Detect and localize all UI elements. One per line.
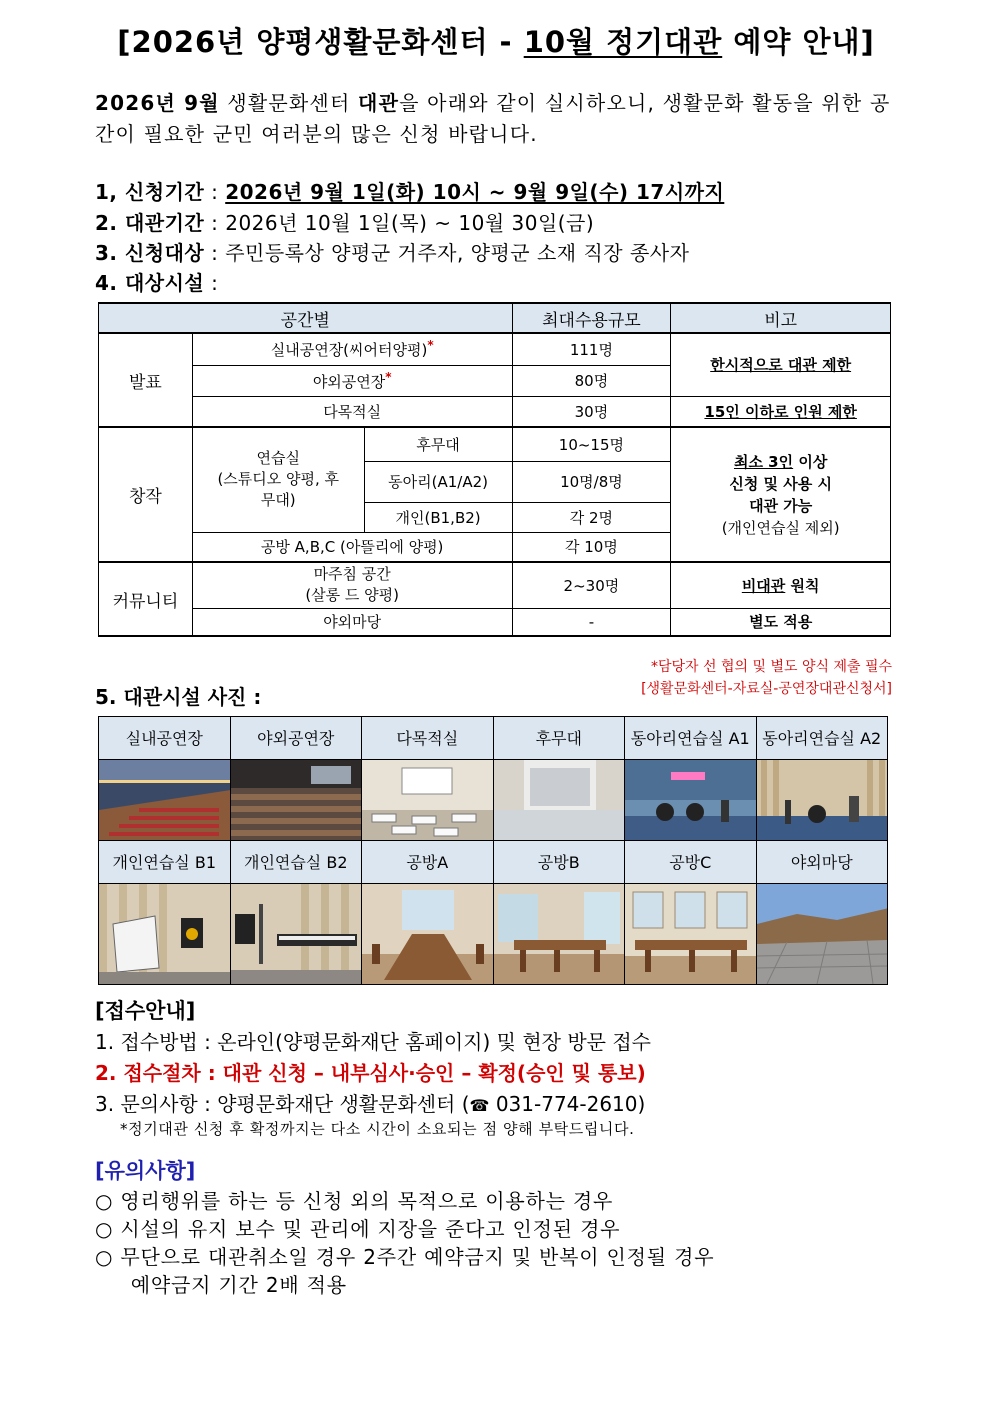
photo-caption: 공방C [625, 841, 756, 884]
note-min3 [671, 427, 891, 562]
info-sep: : [204, 241, 226, 265]
photo-grid [98, 716, 893, 985]
row-meet-name [192, 562, 512, 608]
note-text: 이상 [793, 452, 828, 471]
photo-workshop-c [624, 840, 757, 985]
info-value: 2026년 9월 1일(화) 10시 ~ 9월 9일(수) 17시까지 [225, 180, 725, 204]
note-text: 비대관 [741, 576, 786, 595]
caution-item-3-cont: 예약금지 기간 2배 적용 [95, 1273, 347, 1297]
note-text: (개인연습실 제외) [721, 518, 840, 537]
note-text: 15인 이하로 인원 제한 [704, 402, 857, 421]
info-label: 2. 대관기간 [95, 211, 205, 235]
reception-note: *정기대관 신청 후 확정까지는 다소 시간이 소요되는 점 양해 부탁드립니다. [120, 1120, 635, 1138]
row-yard-name: 야외마당 [192, 608, 512, 636]
caution-item-2: ○ 시설의 유지 보수 및 관리에 지장을 준다고 인정된 경우 [95, 1217, 621, 1241]
photo-image [362, 760, 493, 840]
row-back-cap: 10~15명 [512, 427, 671, 461]
photo-row-2 [98, 840, 893, 985]
photo-caption: 공방B [494, 841, 625, 884]
row-back-name: 후무대 [364, 427, 512, 461]
note-temporary [671, 333, 891, 396]
photo-caption: 실내공연장 [99, 717, 230, 760]
intro-text: 을 아래와 같이 실시하오니, 생활문화 활동을 위한 공간이 필요한 군민 여러분의 많은 신청 바랍니다. [95, 91, 891, 146]
row-indoor-cap: 111명 [512, 333, 671, 365]
photo-workshop-b [493, 840, 626, 985]
photo-personal-b2 [230, 840, 363, 985]
photo-image [231, 884, 362, 984]
facility-table [98, 302, 891, 637]
photos-title: 5. 대관시설 사진 : [95, 685, 262, 709]
reception-item-2: 2. 접수절차 : 대관 신청 – 내부심사·승인 – 확정(승인 및 통보) [95, 1061, 646, 1085]
caution-title: [유의사항] [95, 1159, 196, 1183]
star-mark: * [427, 338, 434, 353]
info-facility [95, 267, 218, 296]
row-outdoor-name [192, 365, 512, 396]
photo-club-a2 [756, 716, 889, 841]
photo-image [362, 884, 493, 984]
reception-item-3-text: 3. 문의사항 : 양평문화재단 생활문화센터 ( [95, 1092, 470, 1116]
row-personal-cap: 각 2명 [512, 502, 671, 532]
group-perform: 발표 [99, 333, 193, 427]
title-prefix: [2026년 양평생활문화센터 - [117, 25, 524, 59]
info-sep: : [204, 180, 226, 204]
info-value: 주민등록상 양평군 거주자, 양평군 소재 직장 종사자 [225, 241, 690, 265]
row-indoor-name [192, 333, 512, 365]
photo-image [231, 760, 362, 840]
info-period-apply [95, 176, 724, 205]
intro-bold-rental: 대관 [358, 91, 400, 115]
photo-caption: 개인연습실 B2 [231, 841, 362, 884]
row-club-name: 동아리(A1/A2) [364, 461, 512, 502]
photo-backstage [493, 716, 626, 841]
photo-multipurpose [361, 716, 494, 841]
practice-label: 연습실 [256, 449, 300, 468]
photo-caption: 동아리연습실 A2 [757, 717, 888, 760]
header-space: 공간별 [99, 303, 513, 333]
note-limit15 [671, 396, 891, 427]
note-separate: 별도 적용 [671, 608, 891, 636]
photo-image [625, 760, 756, 840]
photo-caption: 동아리연습실 A1 [625, 717, 756, 760]
photo-caption: 다목적실 [362, 717, 493, 760]
row-personal-name: 개인(B1,B2) [364, 502, 512, 532]
row-name: 야외공연장 [312, 372, 386, 391]
star-mark: * [385, 369, 392, 384]
photo-caption: 야외마당 [757, 841, 888, 884]
note-text: 신청 및 사용 시 [729, 474, 832, 493]
photo-outdoor-stage [230, 716, 363, 841]
reception-item-3 [95, 1088, 645, 1117]
red-note-line2: [생활문화센터-자료실-공연장대관신청서] [641, 681, 892, 697]
note-norent [671, 562, 891, 608]
photo-caption: 공방A [362, 841, 493, 884]
group-create: 창작 [99, 427, 193, 562]
info-sep: : [204, 271, 219, 295]
page-title [0, 20, 992, 61]
row-multi-name: 다목적실 [192, 396, 512, 427]
reception-item-1: 1. 접수방법 : 온라인(양평문화재단 홈페이지) 및 현장 방문 접수 [95, 1030, 651, 1054]
row-name: 실내공연장(씨어터양평) [270, 341, 428, 360]
header-capacity: 최대수용규모 [512, 303, 671, 333]
phone-icon: ☎ [469, 1096, 490, 1115]
row-name: 마주침 공간 [313, 565, 391, 584]
photo-image [625, 884, 756, 984]
practice-room [192, 427, 364, 532]
photo-caption: 야외공연장 [231, 717, 362, 760]
photo-image [99, 884, 230, 984]
photo-caption: 개인연습실 B1 [99, 841, 230, 884]
title-suffix: 예약 안내] [722, 25, 875, 59]
header-note: 비고 [671, 303, 891, 333]
info-label: 1, 신청기간 [95, 180, 205, 204]
group-community: 커뮤니티 [99, 562, 193, 636]
row-workshop-name: 공방 A,B,C (아뜰리에 양평) [192, 532, 512, 562]
photo-personal-b1 [98, 840, 231, 985]
photo-outdoor-yard [756, 840, 889, 985]
photo-club-a1 [624, 716, 757, 841]
note-text: 원칙 [785, 576, 820, 595]
photo-caption: 후무대 [494, 717, 625, 760]
info-sep: : [204, 211, 226, 235]
info-label: 4. 대상시설 [95, 271, 205, 295]
info-period-rental [95, 207, 594, 236]
photo-image [99, 760, 230, 840]
row-workshop-cap: 각 10명 [512, 532, 671, 562]
info-value: 2026년 10월 1일(목) ~ 10월 30일(금) [225, 211, 595, 235]
title-underlined: 10월 정기대관 [523, 25, 723, 59]
intro-bold-date: 2026년 9월 [95, 91, 220, 115]
row-sub: (살롱 드 양평) [305, 586, 400, 605]
photo-row-1 [98, 716, 893, 841]
row-club-cap: 10명/8명 [512, 461, 671, 502]
practice-sub: (스튜디오 양평, 후무대) [217, 470, 340, 510]
red-note-line1: *담당자 선 협의 및 별도 양식 제출 필수 [650, 659, 892, 675]
caution-item-1: ○ 영리행위를 하는 등 신청 외의 목적으로 이용하는 경우 [95, 1189, 614, 1213]
photo-image [757, 760, 888, 840]
intro-text: 생활문화센터 [219, 91, 359, 115]
row-meet-cap: 2~30명 [512, 562, 671, 608]
row-outdoor-cap: 80명 [512, 365, 671, 396]
photo-image [494, 884, 625, 984]
note-text: 한시적으로 대관 제한 [710, 356, 852, 375]
info-target [95, 237, 689, 266]
photo-indoor-hall [98, 716, 231, 841]
photo-image [494, 760, 625, 840]
caution-item-3: ○ 무단으로 대관취소일 경우 2주간 예약금지 및 반복이 인정될 경우 [95, 1245, 715, 1269]
info-label: 3. 신청대상 [95, 241, 205, 265]
photo-workshop-a [361, 840, 494, 985]
row-multi-cap: 30명 [512, 396, 671, 427]
reception-phone: 031-774-2610) [489, 1092, 646, 1116]
reception-title: [접수안내] [95, 999, 196, 1023]
row-yard-cap: - [512, 608, 671, 636]
photo-image [757, 884, 888, 984]
note-text: 대관 가능 [749, 496, 813, 515]
intro-paragraph [95, 88, 900, 150]
note-text: 최소 3인 [733, 452, 794, 471]
